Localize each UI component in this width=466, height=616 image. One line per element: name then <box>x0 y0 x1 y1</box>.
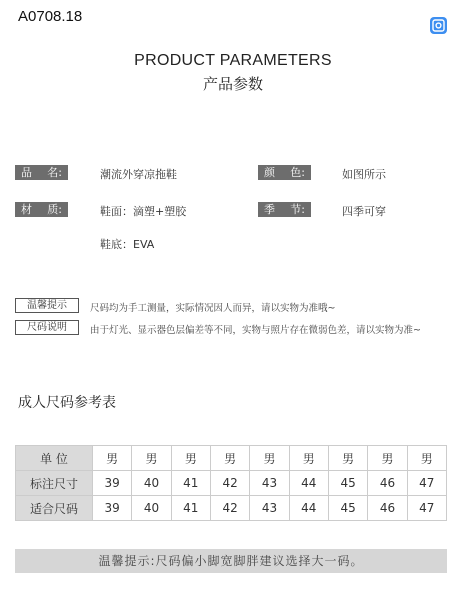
page-title-cn: 产品参数 <box>202 75 263 93</box>
table-cell: 39 <box>93 496 132 521</box>
param-value-name: 潮流外穿凉拖鞋 <box>100 168 177 181</box>
page-title-en: PRODUCT PARAMETERS <box>134 52 332 69</box>
table-cell: 43 <box>250 496 289 521</box>
table-cell: 男 <box>289 446 328 471</box>
param-value-sole: 鞋底：EVA <box>100 238 155 251</box>
table-cell: 男 <box>210 446 249 471</box>
table-row <box>16 496 447 521</box>
table-row <box>16 471 447 496</box>
table-cell: 47 <box>407 471 446 496</box>
size-table-title: 成人尺码参考表 <box>18 395 116 411</box>
note-text-size: 由于灯光、显示器色层偏差等不同，实物与照片存在微弱色差，请以实物为准~ <box>90 325 421 336</box>
table-cell: 男 <box>132 446 171 471</box>
table-cell: 42 <box>210 496 249 521</box>
note-text-tip: 尺码均为手工测量，实际情况因人而异，请以实物为准哦~ <box>90 303 336 314</box>
table-cell: 男 <box>93 446 132 471</box>
table-cell: 男 <box>171 446 210 471</box>
row-header-labeled-size: 标注尺寸 <box>16 471 93 496</box>
table-row <box>16 446 447 471</box>
table-cell: 男 <box>407 446 446 471</box>
param-label-name: 品 名: <box>15 165 68 180</box>
table-cell: 47 <box>407 496 446 521</box>
row-header-unit: 单 位 <box>16 446 93 471</box>
table-cell: 45 <box>328 496 367 521</box>
table-cell: 男 <box>328 446 367 471</box>
param-value-color: 如图所示 <box>342 168 386 181</box>
param-value-material: 鞋面：滴塑+塑胶 <box>100 205 187 218</box>
row-header-fit-size: 适合尺码 <box>16 496 93 521</box>
lens-icon[interactable] <box>430 17 447 34</box>
product-code: A0708.18 <box>18 8 83 25</box>
param-label-season: 季 节: <box>258 202 311 217</box>
param-label-material: 材 质: <box>15 202 68 217</box>
size-table <box>15 445 447 521</box>
table-cell: 42 <box>210 471 249 496</box>
table-cell: 46 <box>368 496 407 521</box>
table-cell: 男 <box>250 446 289 471</box>
param-value-season: 四季可穿 <box>342 205 386 218</box>
table-cell: 40 <box>132 496 171 521</box>
table-cell: 41 <box>171 471 210 496</box>
table-cell: 44 <box>289 471 328 496</box>
note-label-tip: 温馨提示 <box>15 298 79 313</box>
table-cell: 40 <box>132 471 171 496</box>
param-label-color: 颜 色: <box>258 165 311 180</box>
size-tip-banner: 温馨提示:尺码偏小脚宽脚胖建议选择大一码。 <box>15 549 447 573</box>
table-cell: 43 <box>250 471 289 496</box>
table-cell: 41 <box>171 496 210 521</box>
table-cell: 44 <box>289 496 328 521</box>
table-cell: 45 <box>328 471 367 496</box>
table-cell: 39 <box>93 471 132 496</box>
note-label-size: 尺码说明 <box>15 320 79 335</box>
table-cell: 男 <box>368 446 407 471</box>
table-cell: 46 <box>368 471 407 496</box>
